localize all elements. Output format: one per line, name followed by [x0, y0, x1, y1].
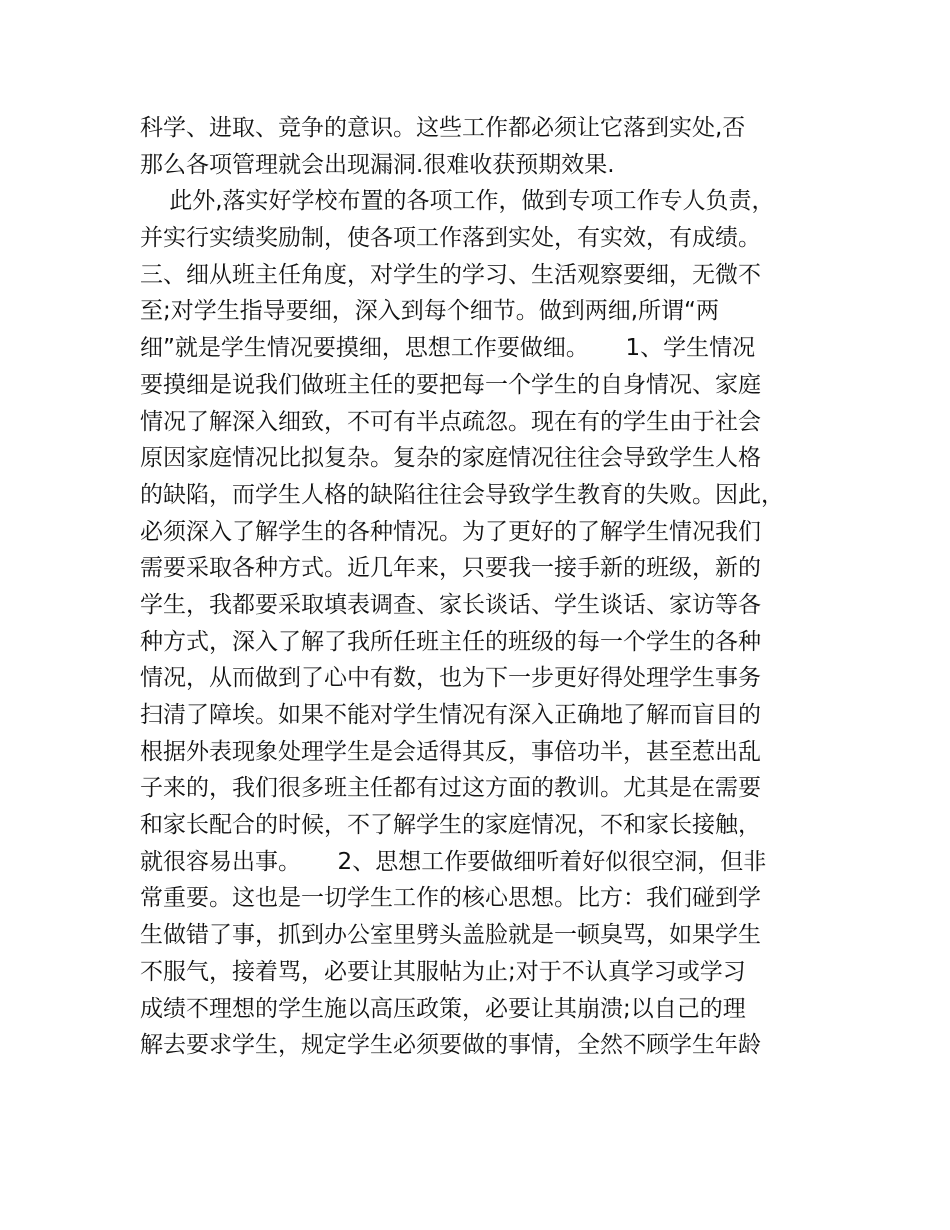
- text-line: 子来的，我们很多班主任都有过这方面的教训。尤其是在需要: [140, 775, 761, 802]
- text-line: 学生，我都要采取填表调查、家长谈话、学生谈话、家访等各: [140, 591, 761, 618]
- text-line: 种方式，深入了解了我所任班主任的班级的每一个学生的各种: [140, 628, 761, 655]
- text-line: 三、细从班主任角度，对学生的学习、生活观察要细，无微不: [140, 261, 761, 288]
- text-line: 情况了解深入细致，不可有半点疏忽。现在有的学生由于社会: [140, 408, 761, 435]
- text-line: 扫清了障埃。如果不能对学生情况有深入正确地了解而盲目的: [140, 702, 761, 728]
- text-line: 根据外表现象处理学生是会适得其反，事倍功半，甚至惹出乱: [140, 738, 761, 765]
- text-line: 成绩不理想的学生施以高压政策，必要让其崩溃;以自己的理: [140, 995, 746, 1022]
- text-line: 原因家庭情况比拟复杂。复杂的家庭情况往往会导致学生人格: [140, 445, 761, 472]
- text-line: 要摸细是说我们做班主任的要把每一个学生的自身情况、家庭: [140, 371, 761, 398]
- text-line: 生做错了事，抓到办公室里劈头盖脸就是一顿臭骂，如果学生: [140, 922, 761, 949]
- text-line: 必须深入了解学生的各种情况。为了更好的了解学生情况我们: [140, 518, 761, 545]
- body-text: [140, 110, 840, 1064]
- text-line: 解去要求学生，规定学生必须要做的事情，全然不顾学生年龄: [140, 1032, 761, 1059]
- text-line: 此外,落实好学校布置的各项工作，做到专项工作专人负责，: [140, 188, 775, 215]
- text-line: 就很容易出事。 2、思想工作要做细听着好似很空洞，但非: [140, 848, 767, 875]
- text-line: 不服气，接着骂，必要让其服帖为止;对于不认真学习或学习: [140, 958, 746, 985]
- text-line: 至;对学生指导要细，深入到每个细节。做到两细,所谓“两: [140, 298, 719, 325]
- text-line: 情况，从而做到了心中有数，也为下一步更好得处理学生事务: [140, 665, 761, 692]
- text-line: 科学、进取、竞争的意识。这些工作都必须让它落到实处,否: [140, 115, 746, 141]
- text-line: 需要采取各种方式。近几年来，只要我一接手新的班级，新的: [140, 555, 761, 582]
- text-line: 和家长配合的时候，不了解学生的家庭情况，不和家长接触，: [140, 812, 761, 839]
- text-line: 的缺陷，而学生人格的缺陷往往会导致学生教育的失败。因此，: [140, 481, 784, 508]
- text-line: 并实行实绩奖励制，使各项工作落到实处，有实效，有成绩。: [140, 225, 761, 252]
- text-line: 细”就是学生情况要摸细，思想工作要做细。 1、学生情况: [140, 335, 756, 362]
- text-line: 那么各项管理就会出现漏洞.很难收获预期效果.: [140, 151, 615, 178]
- text-line: 常重要。这也是一切学生工作的核心思想。比方：我们碰到学: [140, 885, 761, 912]
